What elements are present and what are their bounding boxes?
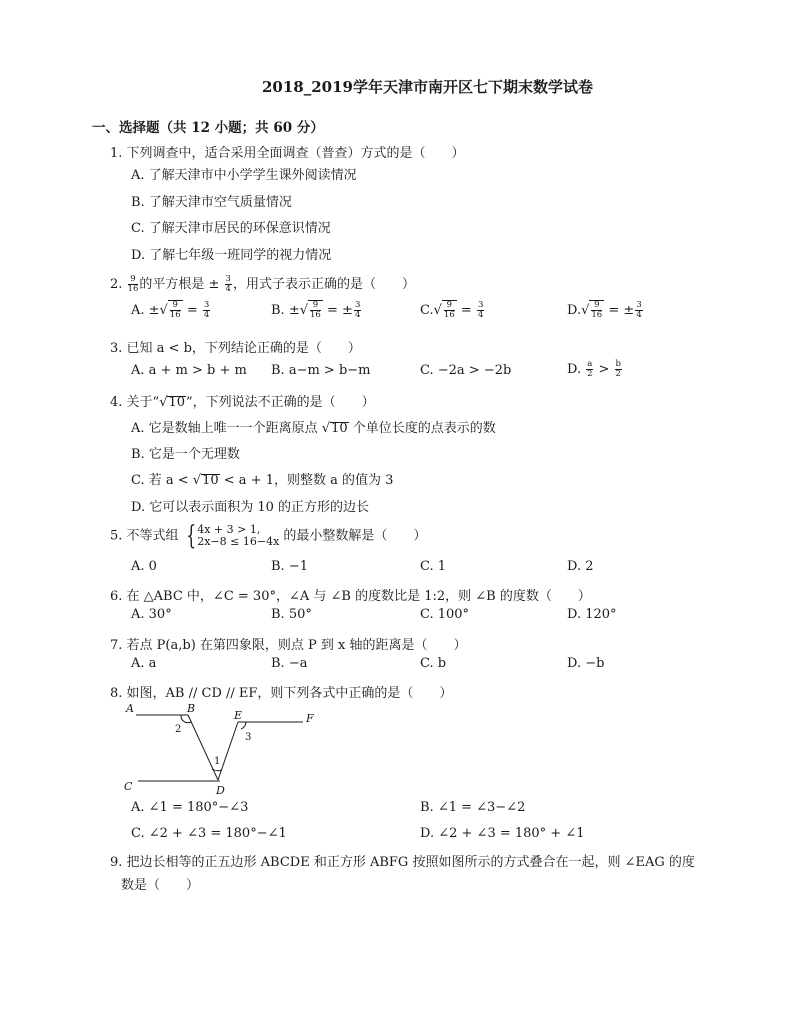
sqrt-symbol: √ bbox=[159, 395, 168, 410]
label-e: E bbox=[234, 709, 243, 722]
question-7-stem: 7. 若点 P(a,b) 在第四象限，则点 P 到 x 轴的距离是（ ） bbox=[110, 638, 467, 653]
question-6-option-d: D. 120° bbox=[567, 607, 617, 622]
numerator: 3 bbox=[636, 300, 642, 310]
denominator: 2 bbox=[587, 369, 593, 379]
label-d: D bbox=[216, 784, 225, 797]
question-7-option-d: D. −b bbox=[567, 656, 605, 671]
question-3-option-c: C. −2a > −2b bbox=[420, 363, 512, 378]
question-5-option-a: A. 0 bbox=[131, 559, 157, 574]
stem-text: 的平方根是 ± bbox=[139, 277, 220, 292]
section-header: 一、选择题（共 12 小题；共 60 分） bbox=[92, 120, 324, 136]
radicand: 10 bbox=[168, 395, 186, 410]
stem-text: 4. 关于“ bbox=[110, 395, 160, 410]
angle-label-2: 2 bbox=[175, 724, 182, 735]
numerator: b bbox=[615, 359, 621, 369]
question-1-option-d: D. 了解七年级一班同学的视力情况 bbox=[131, 248, 332, 263]
question-9-stem-line-2: 数是（ ） bbox=[121, 878, 200, 893]
question-5-stem bbox=[110, 523, 426, 549]
numerator: 9 bbox=[444, 301, 455, 311]
denominator: 16 bbox=[591, 310, 603, 320]
angle-label-3: 3 bbox=[245, 732, 252, 743]
angle-3-arc bbox=[241, 722, 246, 729]
option-label: D. bbox=[567, 303, 582, 318]
plus-minus: ± bbox=[623, 303, 635, 318]
fraction bbox=[225, 275, 232, 294]
question-2-option-d bbox=[567, 300, 644, 320]
question-4-option-d: D. 它可以表示面积为 10 的正方形的边长 bbox=[131, 500, 370, 515]
question-3-option-b: B. a−m > b−m bbox=[271, 363, 371, 378]
question-7-option-c: C. b bbox=[420, 656, 447, 671]
option-text: 个单位长度的点表示的数 bbox=[352, 421, 496, 436]
denominator: 16 bbox=[443, 310, 455, 320]
question-4-option-b: B. 它是一个无理数 bbox=[131, 447, 240, 462]
question-6-option-b: B. 50° bbox=[271, 607, 312, 622]
question-1-option-b: B. 了解天津市空气质量情况 bbox=[131, 195, 292, 210]
numerator: 9 bbox=[310, 301, 321, 311]
brace-icon: { bbox=[185, 521, 196, 551]
greater-than: > bbox=[598, 362, 610, 377]
question-3-stem: 3. 已知 a < b，下列结论正确的是（ ） bbox=[110, 341, 361, 356]
question-8-option-b: B. ∠1 = ∠3−∠2 bbox=[420, 800, 526, 815]
numerator: 3 bbox=[354, 300, 361, 310]
stem-text: 5. 不等式组 bbox=[110, 528, 179, 544]
question-8-option-a: A. ∠1 = 180°−∠3 bbox=[131, 800, 249, 815]
sqrt-symbol: √ bbox=[299, 303, 309, 318]
question-6-option-a: A. 30° bbox=[131, 607, 172, 622]
question-2-stem bbox=[110, 273, 415, 294]
inequality-line: 2x−8 ≤ 16−4x bbox=[197, 535, 280, 548]
radicand: 10 bbox=[331, 421, 348, 436]
denominator: 4 bbox=[636, 310, 642, 320]
question-3-option-a: A. a + m > b + m bbox=[131, 363, 247, 378]
option-label: C. bbox=[420, 303, 434, 318]
equals-sign: = bbox=[460, 303, 472, 318]
question-3-option-d bbox=[567, 360, 623, 379]
question-5-option-d: D. 2 bbox=[567, 559, 594, 574]
question-2-option-c bbox=[420, 300, 485, 320]
question-5-option-b: B. −1 bbox=[271, 559, 308, 574]
question-9-stem-line-1: 9. 把边长相等的正五边形 ABCDE 和正方形 ABFG 按照如图所示的方式叠合在一起，则 ∠EAG 的度 bbox=[110, 855, 695, 870]
numerator: 3 bbox=[225, 274, 231, 284]
parallel-lines-figure bbox=[118, 702, 328, 798]
stem-text: ，用式子表示正确的是（ ） bbox=[232, 277, 415, 292]
stem-text: ”，下列说法不正确的是（ ） bbox=[186, 395, 375, 410]
question-7-option-b: B. −a bbox=[271, 656, 308, 671]
label-c: C bbox=[124, 780, 133, 793]
option-label: B. ± bbox=[271, 303, 300, 318]
option-label: D. bbox=[567, 362, 582, 377]
question-number: 2. bbox=[110, 277, 123, 292]
numerator: 9 bbox=[128, 275, 139, 285]
label-b: B bbox=[187, 702, 196, 715]
question-4-stem bbox=[110, 391, 375, 410]
angle-label-1: 1 bbox=[214, 756, 221, 767]
question-6-stem: 6. 在 △ABC 中，∠C = 30°，∠A 与 ∠B 的度数比是 1:2，则 ∠B 的度数（ ） bbox=[110, 589, 591, 604]
denominator: 4 bbox=[477, 310, 484, 320]
sqrt-symbol: √ bbox=[433, 303, 442, 318]
plus-minus: ± bbox=[342, 303, 353, 318]
question-2-option-b bbox=[271, 300, 362, 320]
sqrt-symbol: √ bbox=[192, 473, 202, 488]
sqrt-symbol: √ bbox=[581, 303, 590, 318]
numerator: 3 bbox=[477, 300, 484, 310]
option-text: < a + 1，则整数 a 的值为 3 bbox=[223, 473, 394, 488]
numerator: 9 bbox=[591, 301, 602, 311]
sqrt-symbol: √ bbox=[159, 303, 168, 318]
label-f: F bbox=[306, 712, 314, 725]
equals-sign: = bbox=[608, 303, 620, 318]
question-6-option-c: C. 100° bbox=[420, 607, 470, 622]
denominator: 16 bbox=[310, 310, 321, 320]
question-2-option-a bbox=[131, 300, 211, 320]
fraction bbox=[128, 275, 139, 294]
radicand: 10 bbox=[202, 473, 219, 488]
inequality-system bbox=[183, 523, 280, 549]
denominator: 2 bbox=[615, 369, 621, 379]
label-a: A bbox=[126, 702, 134, 715]
numerator: a bbox=[587, 359, 593, 369]
question-1-option-a: A. 了解天津市中小学学生课外阅读情况 bbox=[131, 168, 357, 183]
question-7-option-a: A. a bbox=[131, 656, 157, 671]
option-text: C. 若 a < bbox=[131, 473, 189, 488]
stem-text: 的最小整数解是（ ） bbox=[283, 528, 427, 544]
question-4-option-c bbox=[131, 469, 393, 488]
sqrt-symbol: √ bbox=[321, 421, 331, 436]
question-5-option-c: C. 1 bbox=[420, 559, 447, 574]
question-8-stem: 8. 如图，AB // CD // EF，则下列各式中正确的是（ ） bbox=[110, 686, 453, 701]
inequality-line: 4x + 3 > 1, bbox=[197, 523, 261, 536]
question-4-option-a bbox=[131, 417, 496, 436]
option-text: A. 它是数轴上唯一一个距离原点 bbox=[131, 421, 318, 436]
numerator: 3 bbox=[203, 300, 210, 310]
option-label: A. ± bbox=[131, 303, 160, 318]
denominator: 4 bbox=[354, 310, 361, 320]
equals-sign: = bbox=[326, 303, 338, 318]
question-1-option-c: C. 了解天津市居民的环保意识情况 bbox=[131, 221, 331, 236]
equals-sign: = bbox=[186, 303, 198, 318]
page-title: 2018_2019学年天津市南开区七下期末数学试卷 bbox=[262, 78, 593, 96]
denominator: 4 bbox=[225, 284, 231, 294]
denominator: 4 bbox=[203, 310, 210, 320]
question-8-option-d: D. ∠2 + ∠3 = 180° + ∠1 bbox=[420, 826, 585, 841]
denominator: 16 bbox=[169, 310, 181, 320]
segment-de bbox=[218, 722, 238, 780]
denominator: 16 bbox=[127, 284, 139, 294]
numerator: 9 bbox=[170, 301, 181, 311]
question-1-stem: 1. 下列调查中，适合采用全面调查（普查）方式的是（ ） bbox=[110, 146, 465, 161]
question-8-option-c: C. ∠2 + ∠3 = 180°−∠1 bbox=[131, 826, 287, 841]
